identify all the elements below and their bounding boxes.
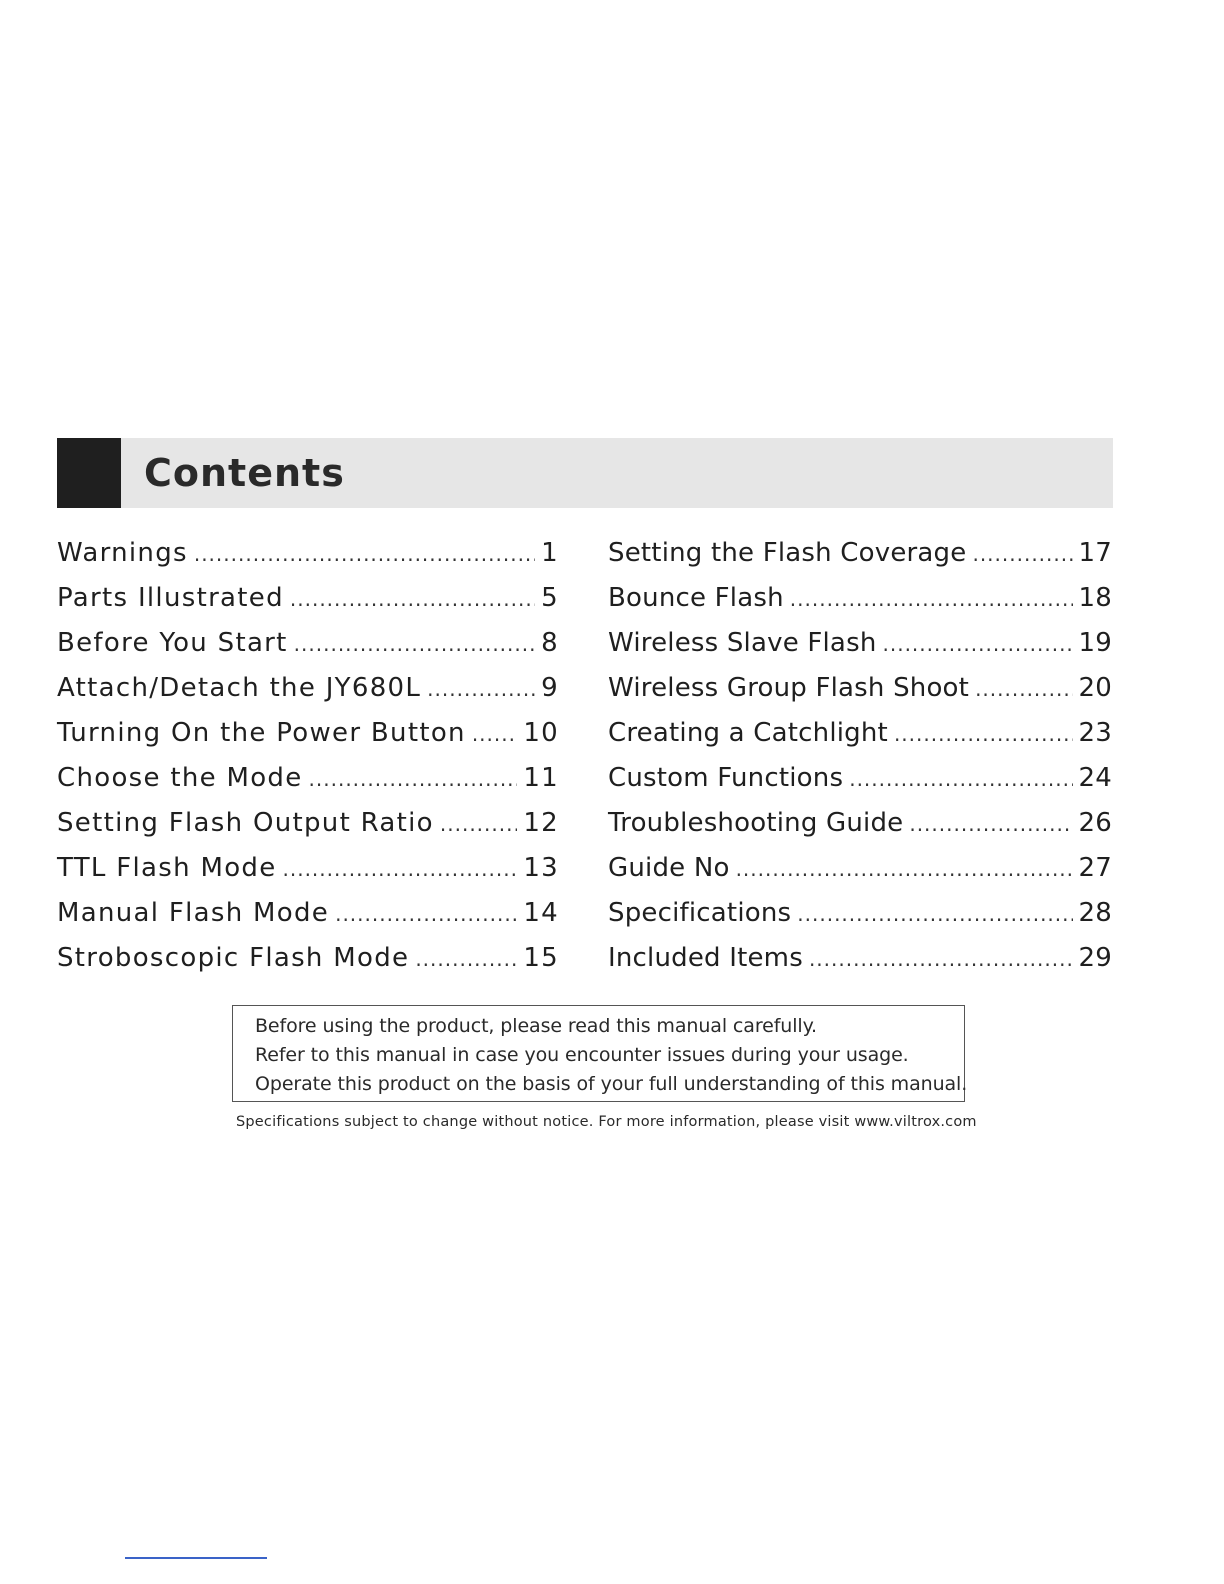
toc-entry-page: 19 xyxy=(1078,628,1112,658)
toc-entry-page: 18 xyxy=(1078,583,1112,613)
toc-entry-page: 1 xyxy=(541,538,559,568)
toc-entry-title: Warnings xyxy=(57,538,188,568)
dot-leader xyxy=(290,577,535,622)
notice-box xyxy=(232,1005,968,1102)
toc-entry-page: 20 xyxy=(1078,673,1112,703)
toc-entry-title: Stroboscopic Flash Mode xyxy=(57,943,410,973)
toc-entry-page: 11 xyxy=(523,763,559,793)
toc-entry[interactable] xyxy=(57,801,559,846)
contents-header-bar xyxy=(57,438,1113,508)
dot-leader xyxy=(797,892,1072,937)
notice-line: Operate this product on the basis of your full understanding of this manual. xyxy=(255,1073,968,1095)
toc-entry-page: 13 xyxy=(523,853,559,883)
toc-entry-page: 10 xyxy=(523,718,559,748)
toc-entry-page: 12 xyxy=(523,808,559,838)
notice-line: Before using the product, please read this manual carefully. xyxy=(255,1015,817,1037)
toc-entry-title: Included Items xyxy=(608,943,803,973)
dot-leader xyxy=(790,577,1073,622)
toc-entry-title: Troubleshooting Guide xyxy=(608,808,904,838)
toc-entry[interactable] xyxy=(57,531,559,576)
dot-leader xyxy=(283,847,518,892)
toc-entry-page: 26 xyxy=(1078,808,1112,838)
toc-entry-title: Manual Flash Mode xyxy=(57,898,330,928)
toc-entry-page: 24 xyxy=(1078,763,1112,793)
dot-leader xyxy=(440,802,517,847)
toc-entry-title: Wireless Group Flash Shoot xyxy=(608,673,970,703)
toc-right-column xyxy=(608,531,1112,981)
toc-entry-page: 27 xyxy=(1078,853,1112,883)
bottom-rule xyxy=(125,1557,267,1559)
toc-entry-page: 29 xyxy=(1078,943,1112,973)
toc-entry-title: Before You Start xyxy=(57,628,288,658)
toc-entry[interactable] xyxy=(57,666,559,711)
toc-entry-title: TTL Flash Mode xyxy=(57,853,277,883)
toc-entry-title: Creating a Catchlight xyxy=(608,718,888,748)
toc-entry-title: Setting the Flash Coverage xyxy=(608,538,967,568)
dot-leader xyxy=(972,532,1072,577)
toc-entry-page: 9 xyxy=(541,673,559,703)
dot-leader xyxy=(883,622,1073,667)
toc-entry[interactable] xyxy=(57,711,559,756)
toc-entry-title: Wireless Slave Flash xyxy=(608,628,877,658)
dot-leader xyxy=(427,667,535,712)
toc-entry-page: 5 xyxy=(541,583,559,613)
toc-entry[interactable] xyxy=(608,846,1112,891)
toc-left-column xyxy=(57,531,559,981)
toc-entry-title: Custom Functions xyxy=(608,763,844,793)
toc-entry[interactable] xyxy=(608,711,1112,756)
dot-leader xyxy=(309,757,518,802)
toc-entry-title: Bounce Flash xyxy=(608,583,784,613)
dot-leader xyxy=(294,622,535,667)
toc-entry[interactable] xyxy=(608,936,1112,981)
dot-leader xyxy=(472,712,518,757)
dot-leader xyxy=(809,937,1073,982)
toc-entry[interactable] xyxy=(608,576,1112,621)
toc-entry[interactable] xyxy=(608,531,1112,576)
toc-entry-page: 23 xyxy=(1078,718,1112,748)
toc-entry-title: Choose the Mode xyxy=(57,763,303,793)
dot-leader xyxy=(975,667,1072,712)
toc-entry-page: 15 xyxy=(523,943,559,973)
page-title: Contents xyxy=(144,451,345,495)
toc-entry-page: 14 xyxy=(523,898,559,928)
dot-leader xyxy=(335,892,517,937)
toc-entry[interactable] xyxy=(608,621,1112,666)
toc-entry[interactable] xyxy=(608,756,1112,801)
toc-entry[interactable] xyxy=(57,936,559,981)
toc-entry[interactable] xyxy=(57,846,559,891)
toc-entry-page: 8 xyxy=(541,628,559,658)
dot-leader xyxy=(415,937,517,982)
toc-entry-title: Parts Illustrated xyxy=(57,583,284,613)
dot-leader xyxy=(736,847,1073,892)
toc-entry[interactable] xyxy=(608,666,1112,711)
toc-entry[interactable] xyxy=(608,891,1112,936)
toc-entry[interactable] xyxy=(57,756,559,801)
toc-entry-title: Attach/Detach the JY680L xyxy=(57,673,422,703)
toc-entry[interactable] xyxy=(608,801,1112,846)
header-black-block xyxy=(57,438,121,508)
toc-entry-title: Specifications xyxy=(608,898,792,928)
toc-entry[interactable] xyxy=(57,576,559,621)
toc-entry[interactable] xyxy=(57,891,559,936)
dot-leader xyxy=(894,712,1073,757)
toc-entry-page: 17 xyxy=(1078,538,1112,568)
notice-line: Refer to this manual in case you encounter issues during your usage. xyxy=(255,1044,909,1066)
toc-entry[interactable] xyxy=(57,621,559,666)
footer-note: Specifications subject to change without notice. For more information, please visit www.viltrox.com xyxy=(236,1114,977,1130)
toc-entry-title: Turning On the Power Button xyxy=(57,718,466,748)
toc-entry-title: Setting Flash Output Ratio xyxy=(57,808,434,838)
dot-leader xyxy=(849,757,1072,802)
dot-leader xyxy=(194,532,535,577)
toc-entry-title: Guide No xyxy=(608,853,730,883)
dot-leader xyxy=(909,802,1072,847)
toc-entry-page: 28 xyxy=(1078,898,1112,928)
